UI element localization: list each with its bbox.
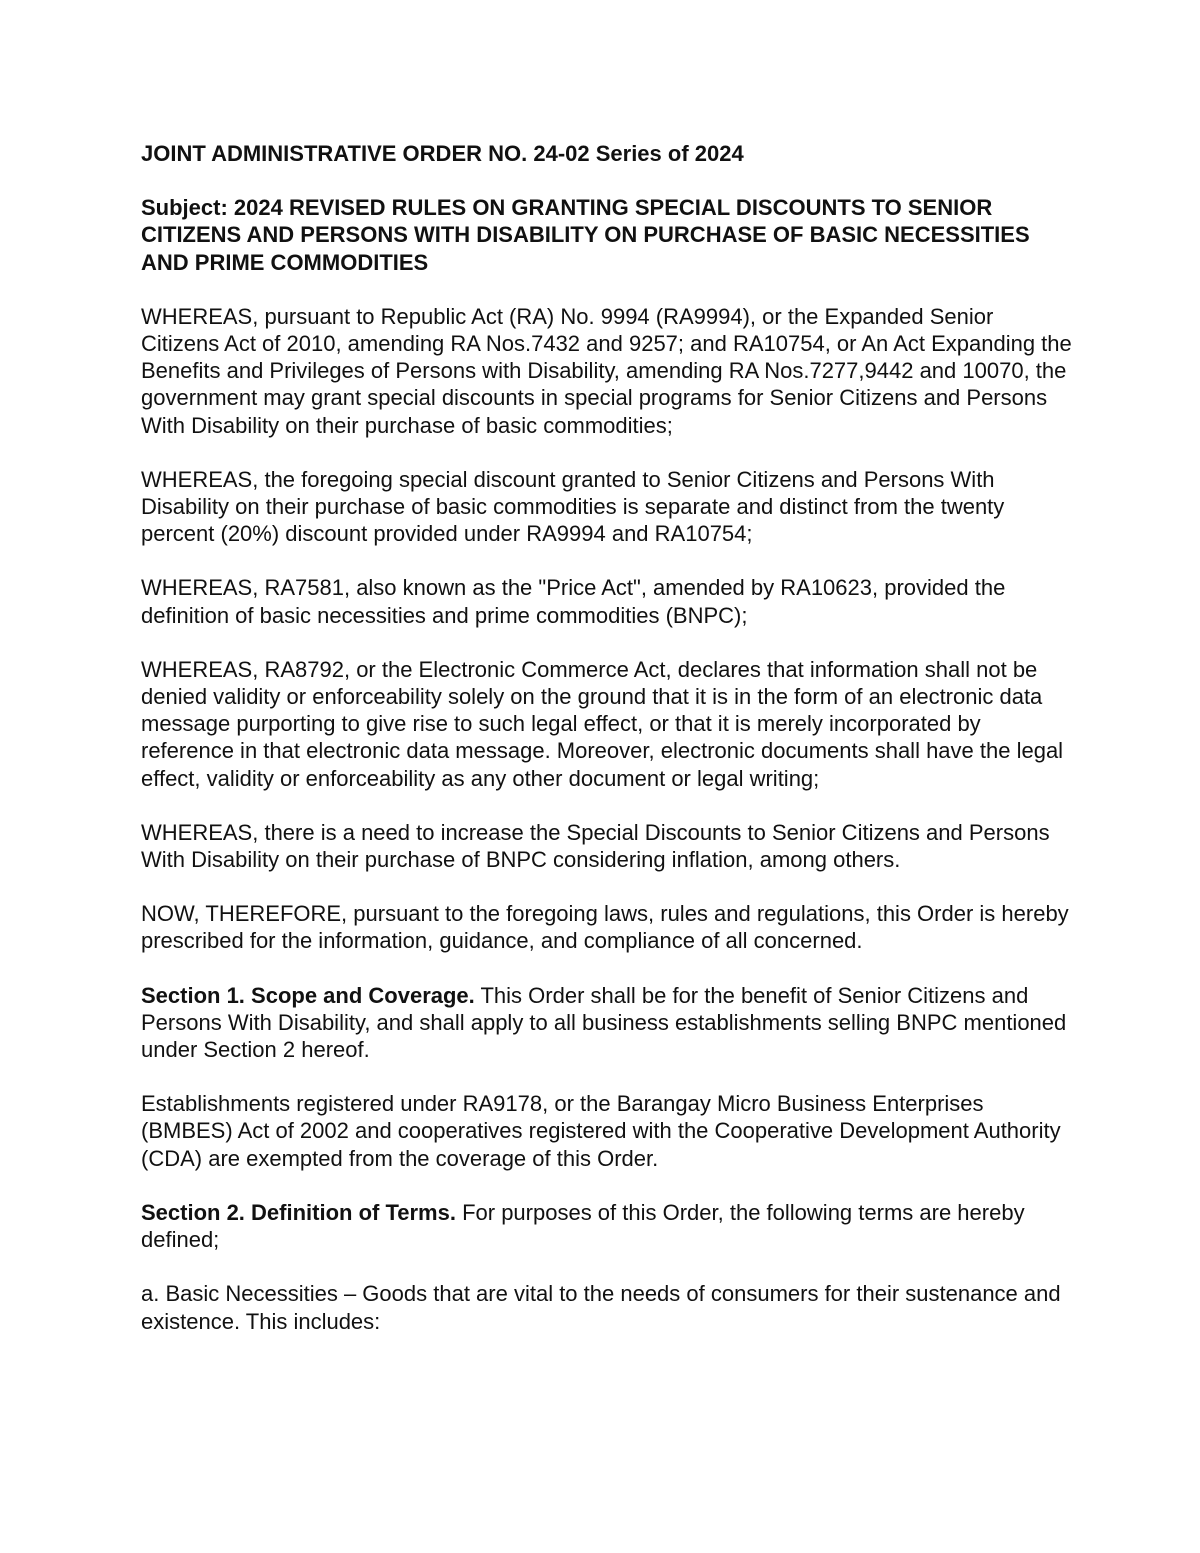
whereas-clause-5: WHEREAS, there is a need to increase the Special Discounts to Senior Citizens and Persons With Disability on their purchase of BNPC considering inflation, among others. [141, 819, 1050, 873]
whereas-clause-2: WHEREAS, the foregoing special discount granted to Senior Citizens and Persons With Disability on their purchase of basic commodities is separate and distinct from the twenty percent (20%) discount provided under RA9994 and RA10754; [141, 466, 1005, 547]
whereas-clause-4: WHEREAS, RA8792, or the Electronic Commerce Act, declares that information shall not be denied validity or enforceability solely on the ground that it is in the form of an electronic data message purporting to give rise to such legal effect, or that it is merely incorporated by reference in that electronic data message. Moreover, electronic documents shall have the legal effect, validity or enforceability as any other document or legal writing; [141, 656, 1064, 791]
definition-item-a: a. Basic Necessities – Goods that are vital to the needs of consumers for their sustenance and existence. This includes: [141, 1281, 1061, 1334]
section-1-heading: Section 1. Scope and Coverage. [141, 982, 475, 1008]
document-subject: Subject: 2024 REVISED RULES ON GRANTING SPECIAL DISCOUNTS TO SENIOR CITIZENS AND PERSONS WITH DISABILITY ON PURCHASE OF BASIC NECESSITIES AND PRIME COMMODITIES [141, 195, 1030, 275]
exemption-paragraph: Establishments registered under RA9178, or the Barangay Micro Business Enterprises (BMBES) Act of 2002 and cooperatives registered with the Cooperative Development Authority (CDA) are exempted from the coverage of this Order. [141, 1091, 1061, 1171]
document-page [141, 140, 1076, 1362]
section-1-paragraph [141, 982, 1076, 1064]
section-1-body: This Order shall be for the benefit of Senior Citizens and Persons With Disability, and shall apply to all business establishments selling BNPC mentioned under Section 2 hereof. [141, 982, 1067, 1063]
section-2-heading: Section 2. Definition of Terms. [141, 1199, 456, 1225]
section-2-paragraph [141, 1199, 1076, 1253]
whereas-clause-3: WHEREAS, RA7581, also known as the "Price Act", amended by RA10623, provided the definition of basic necessities and prime commodities (BNPC); [141, 575, 1006, 628]
document-title: JOINT ADMINISTRATIVE ORDER NO. 24-02 Series of 2024 [141, 141, 744, 166]
now-therefore-clause: NOW, THEREFORE, pursuant to the foregoing laws, rules and regulations, this Order is hereby prescribed for the information, guidance, and compliance of all concerned. [141, 901, 1069, 954]
whereas-clause-1: WHEREAS, pursuant to Republic Act (RA) No. 9994 (RA9994), or the Expanded Senior Citizens Act of 2010, amending RA Nos.7432 and 9257; and RA10754, or An Act Expanding the Benefits and Privileges of Persons with Disability, amending RA Nos.7277,9442 and 10070, the government may grant special discounts in special programs for Senior Citizens and Persons With Disability on their purchase of basic commodities; [141, 303, 1072, 438]
section-2-body: For purposes of this Order, the following terms are hereby defined; [141, 1199, 1025, 1253]
